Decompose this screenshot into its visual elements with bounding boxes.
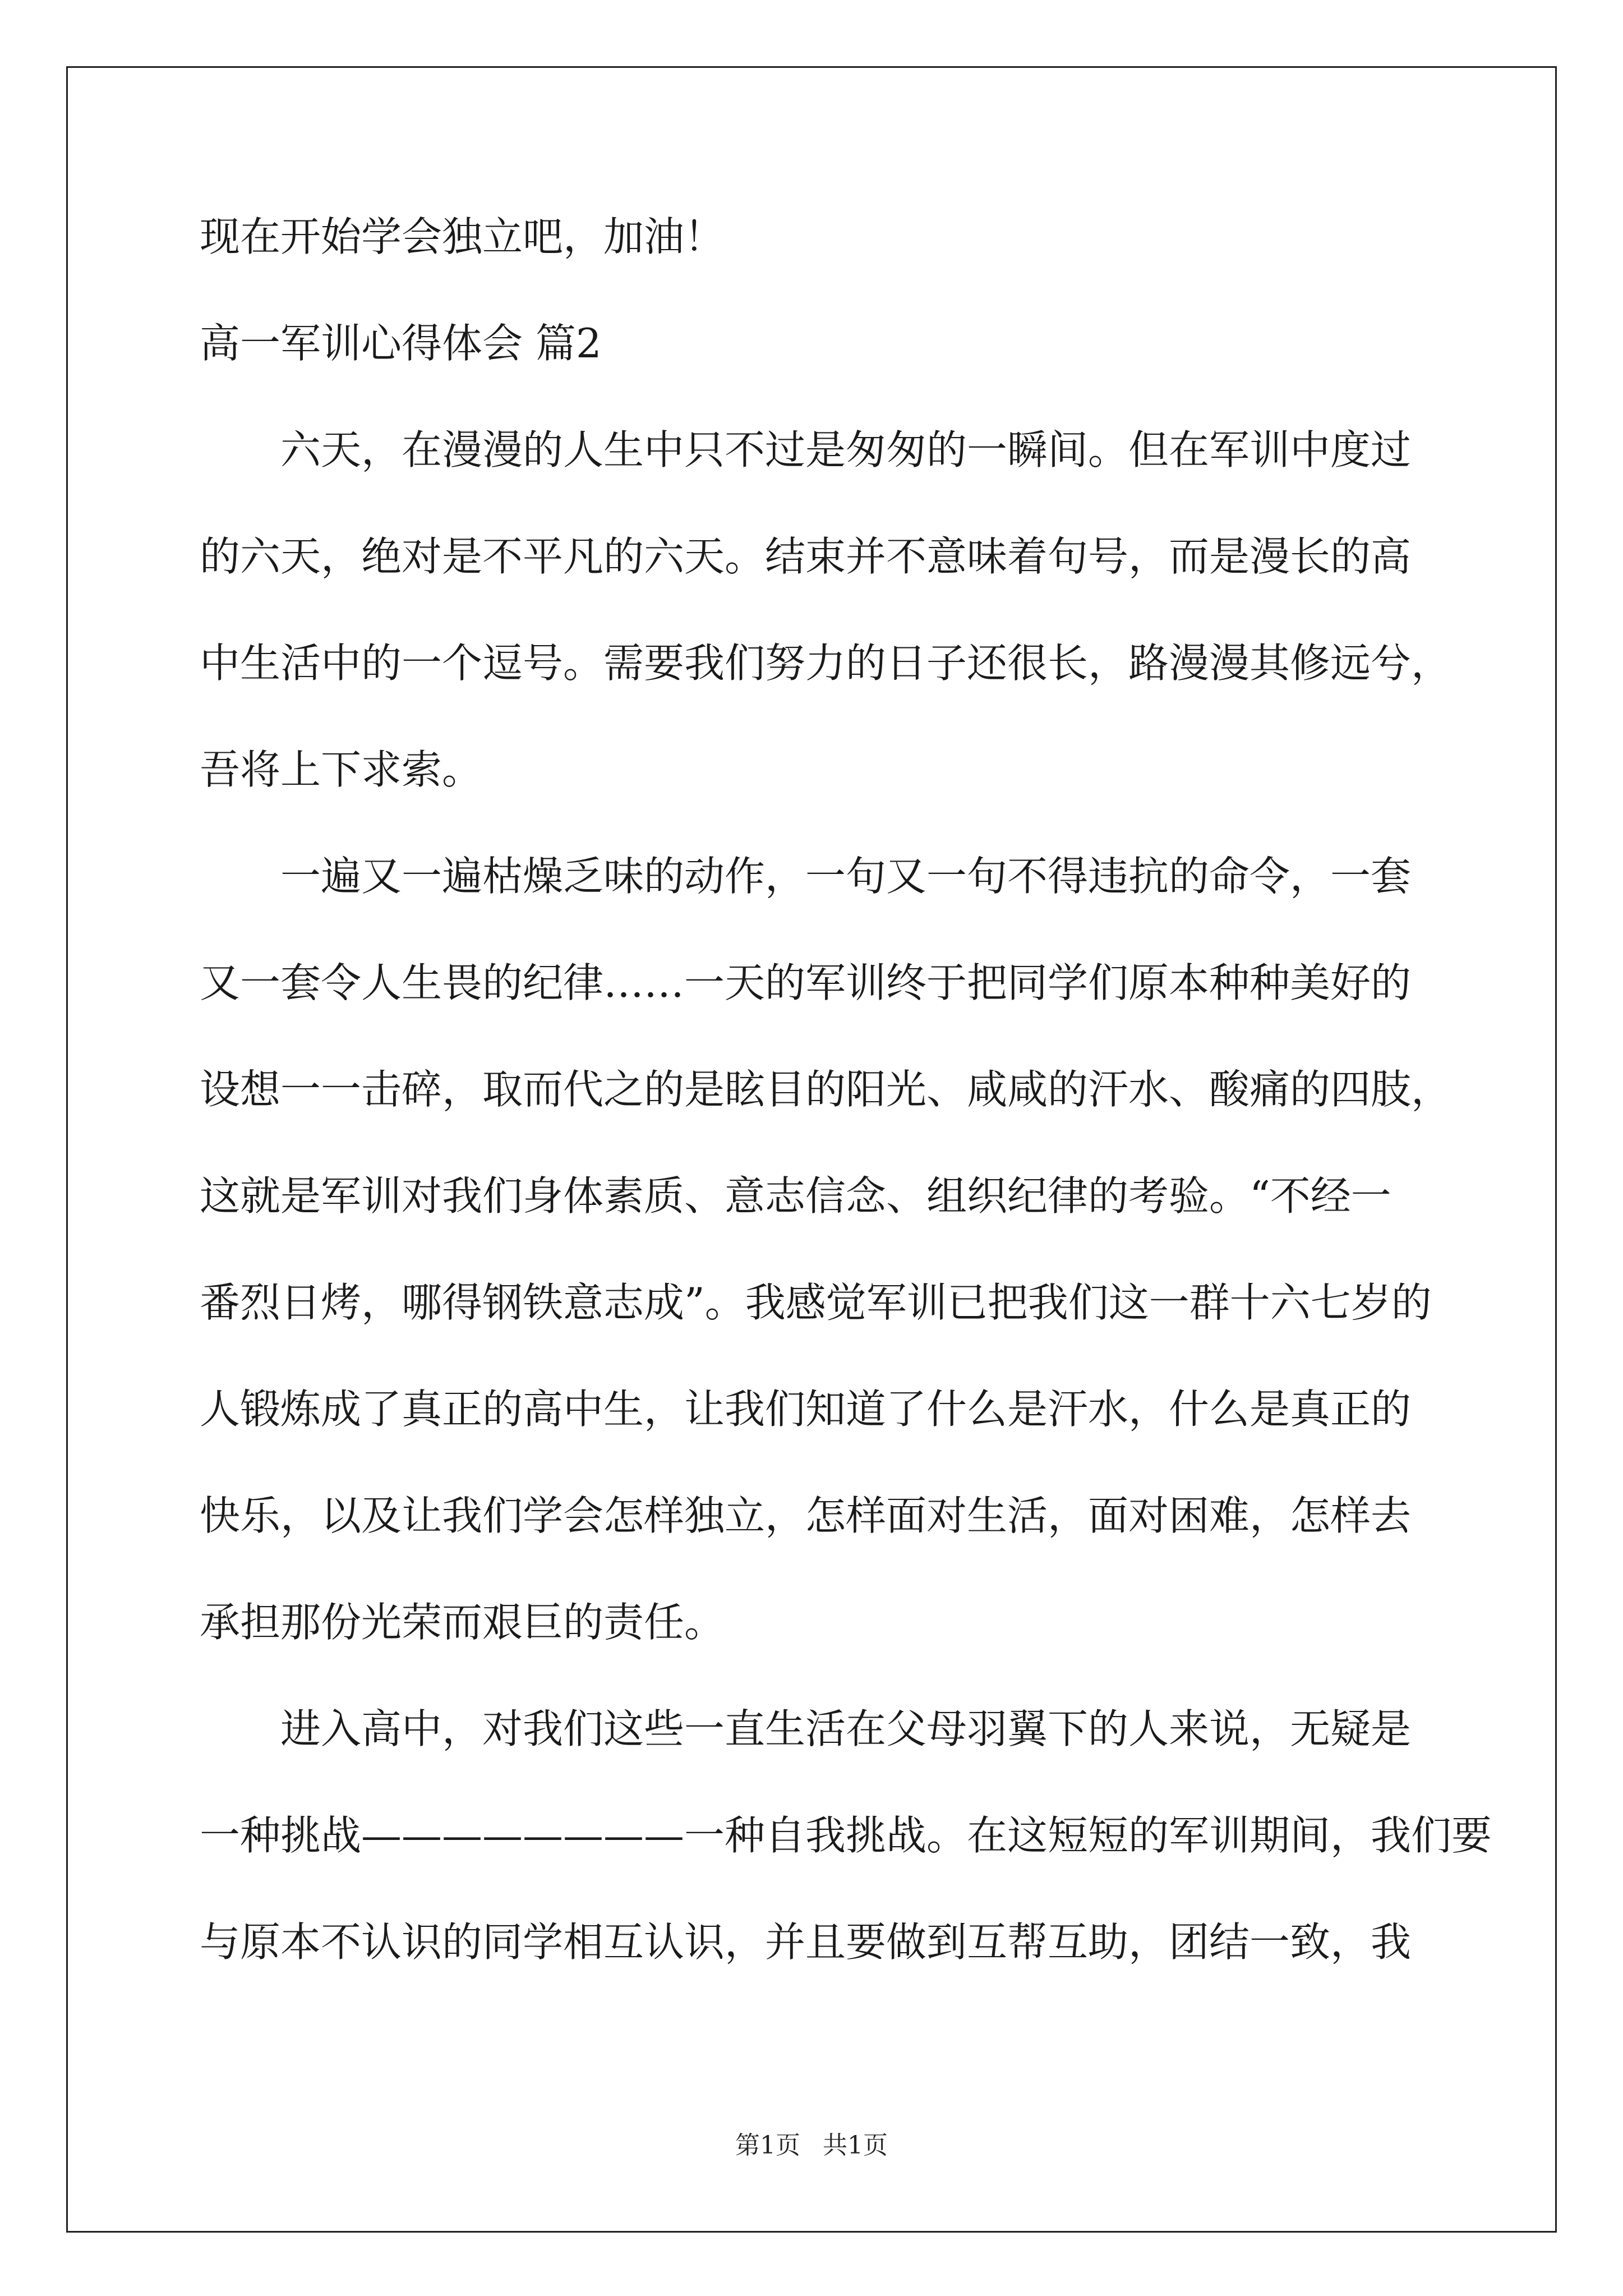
text-line: 进入高中，对我们这些一直生活在父母羽翼下的人来说，无疑是 xyxy=(200,1705,1412,1752)
text-line: 一遍又一遍枯燥乏味的动作，一句又一句不得违抗的命令，一套 xyxy=(200,853,1412,900)
text-line: 吾将上下求索。 xyxy=(200,746,483,793)
text-line: 这就是军训对我们身体素质、意志信念、组织纪律的考验。“不经一 xyxy=(200,1172,1391,1220)
text-line: 一种挑战————————一种自我挑战。在这短短的军训期间，我们要 xyxy=(200,1812,1492,1859)
text-line: 的六天，绝对是不平凡的六天。结束并不意味着句号，而是漫长的高 xyxy=(200,533,1412,580)
text-line: 现在开始学会独立吧，加油！ xyxy=(200,213,725,260)
text-line: 快乐，以及让我们学会怎样独立，怎样面对生活，面对困难，怎样去 xyxy=(200,1492,1412,1539)
text-line: 六天，在漫漫的人生中只不过是匆匆的一瞬间。但在军训中度过 xyxy=(200,426,1412,473)
section-heading: 高一军训心得体会 篇2 xyxy=(200,320,602,367)
text-line: 与原本不认识的同学相互认识，并且要做到互帮互助，团结一致，我 xyxy=(200,1918,1412,1966)
page-total: 共1页 xyxy=(823,2131,888,2160)
text-line: 人锻炼成了真正的高中生，让我们知道了什么是汗水，什么是真正的 xyxy=(200,1386,1412,1433)
text-line: 中生活中的一个逗号。需要我们努力的日子还很长，路漫漫其修远兮， xyxy=(200,639,1452,687)
page-number: 第1页 xyxy=(735,2131,800,2160)
text-line: 设想一一击碎，取而代之的是眩目的阳光、咸咸的汗水、酸痛的四肢， xyxy=(200,1066,1452,1113)
text-line: 承担那份光荣而艰巨的责任。 xyxy=(200,1599,725,1646)
page-footer xyxy=(0,2129,1623,2162)
text-line: 又一套令人生畏的纪律……一天的军训终于把同学们原本种种美好的 xyxy=(200,959,1412,1006)
text-line: 番烈日烤，哪得钢铁意志成”。我感觉军训已把我们这一群十六七岁的 xyxy=(200,1279,1432,1326)
page-border xyxy=(66,66,1557,2233)
